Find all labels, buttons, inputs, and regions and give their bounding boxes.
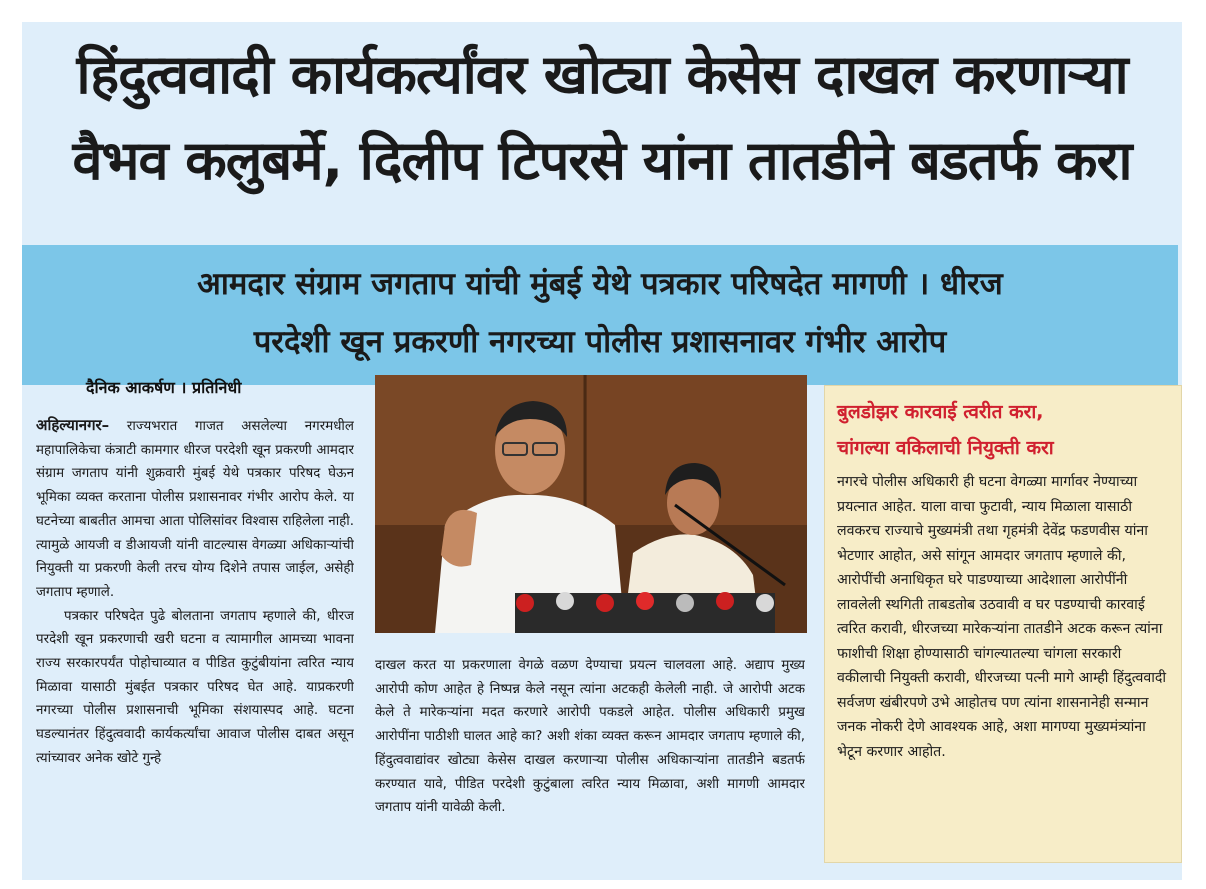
headline-line-1: हिंदुत्ववादी कार्यकर्त्यांवर खोट्या केसेस दाखल करणाऱ्या <box>76 43 1128 106</box>
sidebar-heading-1: बुलडोझर कारवाई त्वरीत करा, <box>837 401 1044 423</box>
subheadline-line-1: आमदार संग्राम जगताप यांची मुंबई येथे पत्रकार परिषदेत मागणी । धीरज <box>197 266 1003 302</box>
article-column-2: दाखल करत या प्रकरणाला वेगळे वळण देण्याचा प्रयत्न चालवला आहे. अद्याप मुख्य आरोपी कोण आहेत हे निष्पन्न केले नसून त्यांना अटकही केलेली नाही. जे आरोपी अटक केले ते मारेकऱ्यांना मदत करणारे आरोपी पकडले आहेत. पोलीस अधिकारी प्रमुख आरोपींना पाठीशी घालत आहे का? अशी शंका व्यक्त करून आमदार जगताप म्हणाले की, हिंदुत्ववाद्यांवर खोट्या केसेस दाखल करणाऱ्या पोलीस अधिकाऱ्यांना तातडीने बडतर्फ करण्यात यावे, पीडित परदेशी कुटुंबाला त्वरित न्याय मिळावा, अशी मागणी आमदार जगताप यांनी यावेळी केली. <box>375 658 805 816</box>
dateline: अहिल्यानगर– <box>36 416 110 434</box>
article-paragraph-1 <box>36 414 354 605</box>
article-paragraph-2: पत्रकार परिषदेत पुढे बोलताना जगताप म्हणाले की, धीरज परदेशी खून प्रकरणाची खरी घटना व त्यामागील आमच्या भावना राज्य सरकारपर्यंत पोहोचाव्यात व पीडित कुटुंबीयांना त्वरित न्याय मिळावा यासाठी मुंबईत पत्रकार परिषद घेत आहे. याप्रकरणी नगरच्या पोलीस प्रशासनाची भूमिका संशयास्पद आहे. घटना घडल्यानंतर हिंदुत्ववादी कार्यकर्त्यांचा आवाज पोलीस दाबत असून त्यांच्यावर अनेक खोटे गुन्हे <box>36 608 354 766</box>
newspaper-page <box>22 22 1182 880</box>
photo-illustration <box>375 375 807 633</box>
subheadline-line-2: परदेशी खून प्रकरणी नगरच्या पोलीस प्रशासनावर गंभीर आरोप <box>253 324 947 360</box>
headline-line-2: वैभव कलुबर्मे, दिलीप टिपरसे यांना तातडीने बडतर्फ करा <box>72 129 1132 192</box>
headline <box>22 32 1182 204</box>
byline: दैनिक आकर्षण । प्रतिनिधी <box>86 378 242 397</box>
sidebar-box <box>824 385 1182 863</box>
subheadline-band <box>22 245 1178 385</box>
paragraph-1-text: राज्यभरात गाजत असलेल्या नगरमधील महापालिकेचा कंत्राटी कामगार धीरज परदेशी खून प्रकरणी आमदार संग्राम जगताप यांनी शुक्रवारी मुंबई येथे पत्रकार परिषद घेऊन भूमिका व्यक्त करताना पोलीस प्रशासनावर गंभीर आरोप केले. या घटनेच्या बाबतीत आमचा आता पोलिसांवर विश्‍वास राहिलेला नाही. त्यामुळे आयजी व डीआयजी यांनी वाटल्यास वेगळ्या अधिकाऱ्यांची नियुक्ती या प्रकरणी केली तरच योग्य दिशेने तपास जाईल, असेही जगताप म्हणाले. <box>36 419 354 600</box>
sidebar-body: नगरचे पोलीस अधिकारी ही घटना वेगळ्या मार्गावर नेण्याच्या प्रयत्नात आहेत. याला वाचा फुटावी, न्याय मिळाला यासाठी लवकरच राज्याचे मुख्यमंत्री तथा गृहमंत्री देवेंद्र फडणवीस यांना भेटणार आहोत, असे सांगून आमदार जगताप म्हणाले की, आरोपींची अनाधिकृत घरे पाडण्याच्या आदेशाला आरोपींनी लावलेली स्थगिती ताबडतोब उठवावी व घर पडण्याची कारवाई त्वरित करावी, धीरजच्या मारेकऱ्यांना तातडीने अटक करून त्यांना फाशीची शिक्षा होण्यासाठी चांगल्यातल्या चांगला सरकारी वकीलाची नियुक्ती करावी, धीरजच्या पत्नी मागे आम्ही हिंदुत्ववादी सर्वजण खंबीरपणे उभे आहोतच पण त्यांना शासनानेही सन्मान जनक नोकरी देणे आवश्यक आहे, अशा मागण्या मुख्यमंत्र्यांना भेटून करणार आहोत. <box>837 474 1167 760</box>
sidebar-heading-2: चांगल्या वकिलाची नियुक्ती करा <box>837 437 1054 459</box>
press-conference-photo <box>375 375 807 633</box>
article-column-1 <box>36 414 354 874</box>
